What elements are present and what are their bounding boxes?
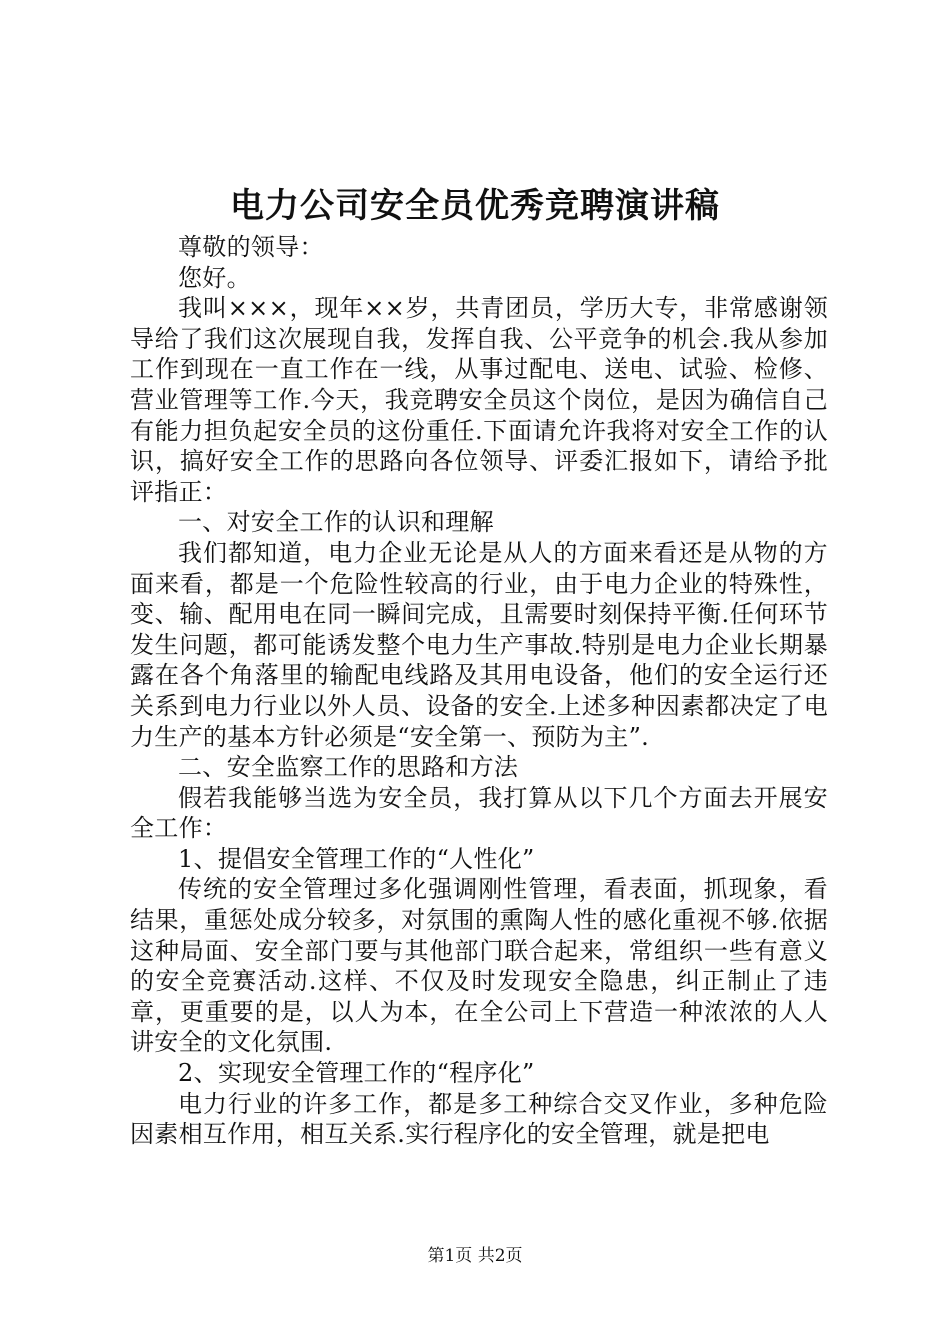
greeting: 您好。 (178, 263, 251, 292)
paragraph-subsection-2: 电力行业的许多工作，都是多工种综合交叉作业，多种危险因素相互作用，相互关系.实行程序化的安全管理，就是把电 (130, 1089, 828, 1149)
paragraph-subsection-1: 传统的安全管理过多化强调刚性管理，看表面，抓现象，看结果，重惩处成分较多，对氛围的熏陶人性的感化重视不够.依据这种局面、安全部门要与其他部门联合起来，常组织一些有意义的安全竞赛活动.这样、不仅及时发现安全隐患，纠正制止了违章，更重要的是，以人为本，在全公司上下营造一种浓浓的人人讲安全的文化氛围. (130, 875, 828, 1057)
subheading-1: 1、提倡安全管理工作的“人性化” (178, 844, 535, 873)
paragraph-introduction: 我叫×××，现年××岁，共青团员，学历大专，非常感谢领导给了我们这次展现自我，发挥自我、公平竞争的机会.我从参加工作到现在一直工作在一线，从事过配电、送电、试验、检修、营业管理等工作.今天，我竞聘安全员这个岗位，是因为确信自己有能力担负起安全员的这份重任.下面请允许我将对安全工作的认识，搞好安全工作的思路向各位领导、评委汇报如下，请给予批评指正： (130, 294, 828, 506)
section-heading-2: 二、安全监察工作的思路和方法 (178, 753, 519, 782)
subheading-2: 2、实现安全管理工作的“程序化” (178, 1059, 535, 1088)
document-title: 电力公司安全员优秀竞聘演讲稿 (230, 186, 720, 226)
paragraph-section-1: 我们都知道，电力企业无论是从人的方面来看还是从物的方面来看，都是一个危险性较高的行业，由于电力企业的特殊性，变、输、配用电在同一瞬间完成，且需要时刻保持平衡.任何环节发生问题，都可能诱发整个电力生产事故.特别是电力企业长期暴露在各个角落里的输配电线路及其用电设备，他们的安全运行还关系到电力行业以外人员、设备的安全.上述多种因素都决定了电力生产的基本方针必须是“安全第一、预防为主”. (130, 538, 828, 751)
section-heading-1: 一、对安全工作的认识和理解 (178, 508, 494, 537)
page-number-footer: 第1页 共2页 (427, 1246, 523, 1266)
paragraph-section-2: 假若我能够当选为安全员，我打算从以下几个方面去开展安全工作： (130, 783, 828, 843)
salutation: 尊敬的领导： (178, 233, 324, 261)
document-body (130, 232, 828, 1150)
